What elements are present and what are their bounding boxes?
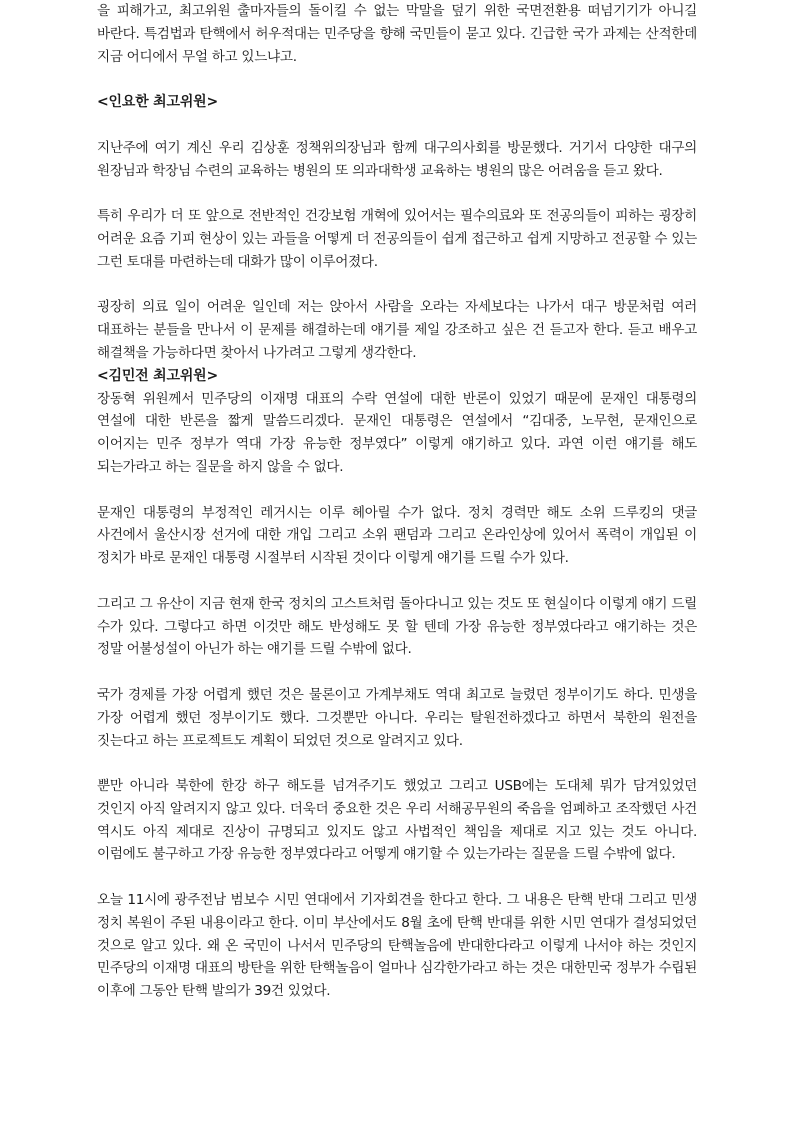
paragraph: 뿐만 아니라 북한에 한강 하구 해도를 넘겨주기도 했었고 그리고 USB에는 도대체 뭐가 담겨있었던 것인지 아직 알려지지 않고 있다. 더욱더 중요한 것은 우리 서해공무원의 죽음을 엄폐하고 조작했던 사건 역시도 아직 제대로 진상이 규명되고 있지도 않고 사법적인 책임을 제대로 지고 있는 것도 아니다. 이럼에도 불구하고 가장 유능한 정부였다라고 어떻게 얘기할 수 있는가라는 질문을 드릴 수밖에 없다.: [97, 778, 697, 863]
paragraph: 특히 우리가 더 또 앞으로 전반적인 건강보험 개혁에 있어서는 필수의료와 또 전공의들이 피하는 굉장히 어려운 요즘 기피 현상이 있는 과들을 어떻게 더 전공의들이 쉽게 접근하고 쉽게 지망하고 전공할 수 있는 그런 토대를 마련하는데 대화가 많이 이루어졌다.: [97, 208, 697, 270]
spacer: [97, 114, 697, 137]
paragraph: 문재인 대통령의 부정적인 레거시는 이루 헤아릴 수가 없다. 정치 경력만 해도 소위 드루킹의 댓글 사건에서 울산시장 선거에 대한 개입 그리고 소위 팬덤과 그리고 온라인상에 있어서 폭력이 개입된 이 정치가 바로 문재인 대통령 시절부터 시작된 것이다 이렇게 얘기를 드릴 수가 있다.: [97, 504, 697, 567]
spacer: [97, 479, 697, 502]
spacer: [97, 274, 697, 297]
spacer: [97, 182, 697, 205]
spacer: [97, 661, 697, 684]
document-page: [97, 0, 697, 1003]
paragraph: 장동혁 위원께서 민주당의 이재명 대표의 수락 연설에 대한 반론이 있었기 때문에 문재인 대통령의 연설에 대한 반론을 짧게 말씀드리겠다. 문재인 대통령은 연설에서 “김대중, 노무현, 문재인으로 이어지는 민주 정부가 역대 가장 유능한 정부였다” 이렇게 얘기하고 있다. 과연 이런 얘기를 해도 되는가라고 하는 질문을 하지 않을 수 없다.: [97, 390, 697, 475]
speaker-heading-in-yohan: <인요한 최고위원>: [97, 94, 219, 111]
spacer: [97, 752, 697, 775]
paragraph: 국가 경제를 가장 어렵게 했던 것은 물론이고 가계부채도 역대 최고로 늘렸던 정부이기도 하다. 민생을 가장 어렵게 했던 정부이기도 했다. 그것뿐만 아니다. 우리는 탈원전하겠다고 하면서 북한의 원전을 짓는다고 하는 프로젝트도 계획이 되었던 것으로 알려지고 있다.: [97, 686, 697, 749]
paragraph: 지난주에 여기 계신 우리 김상훈 정책위의장님과 함께 대구의사회를 방문했다. 거기서 다양한 대구의 원장님과 학장님 수련의 교육하는 병원의 또 의과대학생 교육하는 병원의 많은 어려움을 듣고 왔다.: [97, 139, 697, 179]
paragraph: 오늘 11시에 광주전남 범보수 시민 연대에서 기자회견을 한다고 한다. 그 내용은 탄핵 반대 그리고 민생 정치 복원이 주된 내용이라고 한다. 이미 부산에서도 8월 초에 탄핵 반대를 위한 시민 연대가 결성되었던 것으로 알고 있다. 왜 온 국민이 나서서 민주당의 탄핵놀음에 반대한다라고 이렇게 나서야 하는 것인지 민주당의 이재명 대표의 방탄을 위한 탄핵놀음이 얼마나 심각한가라고 하는 것은 대한민국 정부가 수립된 이후에 그동안 탄핵 발의가 39건 있었다.: [97, 892, 698, 1000]
paragraph: 굉장히 의료 일이 어려운 일인데 저는 앉아서 사람을 오라는 자세보다는 나가서 대구 방문처럼 여러 대표하는 분들을 만나서 이 문제를 해결하는데 얘기를 제일 강조하고 싶은 건 듣고자 한다. 듣고 배우고 해결책을 가능하다면 찾아서 나가려고 그렇게 생각한다.: [97, 299, 697, 361]
speaker-heading-kim-minjeon: <김민전 최고위원>: [97, 367, 219, 384]
spacer: [97, 866, 697, 889]
spacer: [97, 68, 697, 91]
paragraph: 그리고 그 유산이 지금 현재 한국 정치의 고스트처럼 돌아다니고 있는 것도 또 현실이다 이렇게 얘기 드릴 수가 있다. 그렇다고 하면 이것만 해도 반성해도 못 할 텐데 가장 유능한 정부였다라고 얘기하는 것은 정말 어불성설이 아닌가 하는 얘기를 드릴 수밖에 없다.: [97, 595, 697, 658]
spacer: [97, 570, 697, 593]
paragraph-intro: 을 피해가고, 최고위원 출마자들의 돌이킬 수 없는 막말을 덮기 위한 국면전환용 떠넘기기가 아니길 바란다. 특검법과 탄핵에서 허우적대는 민주당을 향해 국민들이 묻고 있다. 긴급한 국가 과제는 산적한데 지금 어디에서 무얼 하고 있느냐고.: [97, 3, 697, 65]
